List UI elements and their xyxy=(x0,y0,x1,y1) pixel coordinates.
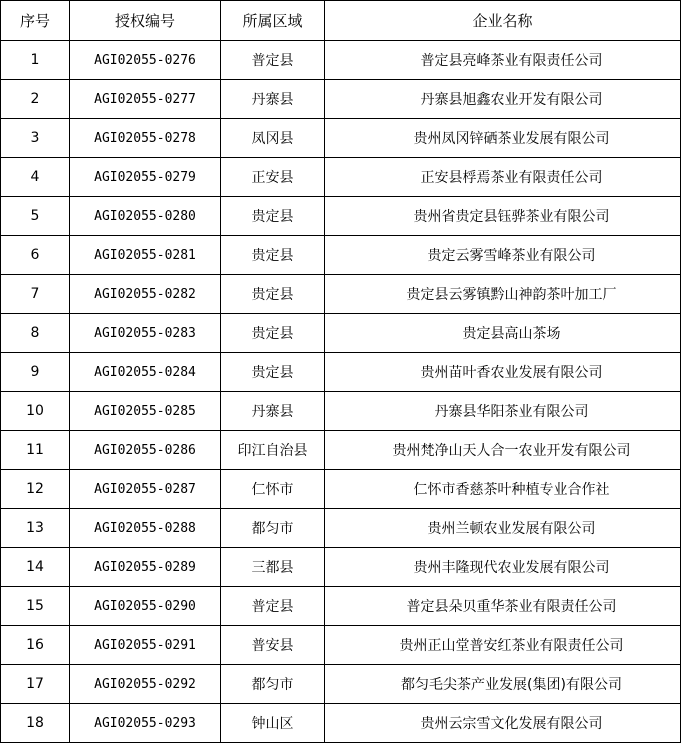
company-name-cell: 正安县桴焉茶业有限责任公司 xyxy=(325,158,681,197)
authorization-code-cell: AGI02055-0279 xyxy=(70,158,221,197)
table-row xyxy=(1,431,681,470)
authorization-code-cell: AGI02055-0293 xyxy=(70,704,221,743)
table-row xyxy=(1,392,681,431)
region-cell: 钟山区 xyxy=(221,704,325,743)
authorization-code-cell: AGI02055-0292 xyxy=(70,665,221,704)
authorization-code-cell: AGI02055-0284 xyxy=(70,353,221,392)
company-name-cell: 贵州丰隆现代农业发展有限公司 xyxy=(325,548,681,587)
region-cell: 普安县 xyxy=(221,626,325,665)
table-row xyxy=(1,314,681,353)
table-row xyxy=(1,41,681,80)
company-name-cell: 贵州梵净山天人合一农业开发有限公司 xyxy=(325,431,681,470)
region-cell: 普定县 xyxy=(221,41,325,80)
serial-number-cell: 16 xyxy=(1,626,70,665)
company-name-cell: 普定县朵贝重华茶业有限责任公司 xyxy=(325,587,681,626)
serial-number-cell: 17 xyxy=(1,665,70,704)
serial-number-cell: 10 xyxy=(1,392,70,431)
company-name-cell: 贵州凤冈锌硒茶业发展有限公司 xyxy=(325,119,681,158)
authorization-code-cell: AGI02055-0277 xyxy=(70,80,221,119)
serial-number-cell: 7 xyxy=(1,275,70,314)
table-row xyxy=(1,548,681,587)
region-cell: 三都县 xyxy=(221,548,325,587)
region-cell: 贵定县 xyxy=(221,197,325,236)
table-row xyxy=(1,353,681,392)
table-body xyxy=(1,41,681,743)
authorization-code-cell: AGI02055-0276 xyxy=(70,41,221,80)
header-region: 所属区域 xyxy=(221,1,325,41)
region-cell: 印江自治县 xyxy=(221,431,325,470)
authorization-code-cell: AGI02055-0291 xyxy=(70,626,221,665)
table-row xyxy=(1,119,681,158)
table-row xyxy=(1,197,681,236)
serial-number-cell: 14 xyxy=(1,548,70,587)
region-cell: 都匀市 xyxy=(221,509,325,548)
table-row xyxy=(1,704,681,743)
authorization-code-cell: AGI02055-0288 xyxy=(70,509,221,548)
serial-number-cell: 2 xyxy=(1,80,70,119)
header-row xyxy=(1,1,681,41)
region-cell: 贵定县 xyxy=(221,236,325,275)
serial-number-cell: 5 xyxy=(1,197,70,236)
region-cell: 正安县 xyxy=(221,158,325,197)
serial-number-cell: 6 xyxy=(1,236,70,275)
company-name-cell: 普定县亮峰茶业有限责任公司 xyxy=(325,41,681,80)
table-row xyxy=(1,158,681,197)
authorization-code-cell: AGI02055-0289 xyxy=(70,548,221,587)
authorization-code-cell: AGI02055-0290 xyxy=(70,587,221,626)
serial-number-cell: 12 xyxy=(1,470,70,509)
company-name-cell: 贵定云雾雪峰茶业有限公司 xyxy=(325,236,681,275)
company-name-cell: 贵定县高山茶场 xyxy=(325,314,681,353)
authorization-code-cell: AGI02055-0285 xyxy=(70,392,221,431)
company-name-cell: 贵州省贵定县钰骅茶业有限公司 xyxy=(325,197,681,236)
serial-number-cell: 9 xyxy=(1,353,70,392)
authorization-code-cell: AGI02055-0287 xyxy=(70,470,221,509)
serial-number-cell: 8 xyxy=(1,314,70,353)
table-row xyxy=(1,509,681,548)
company-name-cell: 丹寨县旭鑫农业开发有限公司 xyxy=(325,80,681,119)
company-name-cell: 仁怀市香慈茶叶种植专业合作社 xyxy=(325,470,681,509)
region-cell: 丹寨县 xyxy=(221,80,325,119)
authorization-code-cell: AGI02055-0282 xyxy=(70,275,221,314)
company-name-cell: 丹寨县华阳茶业有限公司 xyxy=(325,392,681,431)
header-company-name: 企业名称 xyxy=(325,1,681,41)
authorization-code-cell: AGI02055-0286 xyxy=(70,431,221,470)
region-cell: 丹寨县 xyxy=(221,392,325,431)
region-cell: 普定县 xyxy=(221,587,325,626)
table-row xyxy=(1,236,681,275)
serial-number-cell: 15 xyxy=(1,587,70,626)
serial-number-cell: 11 xyxy=(1,431,70,470)
company-name-cell: 贵州苗叶香农业发展有限公司 xyxy=(325,353,681,392)
serial-number-cell: 18 xyxy=(1,704,70,743)
region-cell: 都匀市 xyxy=(221,665,325,704)
authorization-code-cell: AGI02055-0281 xyxy=(70,236,221,275)
company-name-cell: 贵州云宗雪文化发展有限公司 xyxy=(325,704,681,743)
table-row xyxy=(1,275,681,314)
company-name-cell: 贵定县云雾镇黔山神韵茶叶加工厂 xyxy=(325,275,681,314)
company-name-cell: 贵州兰顿农业发展有限公司 xyxy=(325,509,681,548)
table-row xyxy=(1,665,681,704)
header-authorization-code: 授权编号 xyxy=(70,1,221,41)
serial-number-cell: 4 xyxy=(1,158,70,197)
authorization-code-cell: AGI02055-0280 xyxy=(70,197,221,236)
region-cell: 贵定县 xyxy=(221,353,325,392)
region-cell: 仁怀市 xyxy=(221,470,325,509)
serial-number-cell: 13 xyxy=(1,509,70,548)
table-row xyxy=(1,626,681,665)
region-cell: 凤冈县 xyxy=(221,119,325,158)
table-header xyxy=(1,1,681,41)
region-cell: 贵定县 xyxy=(221,314,325,353)
table-row xyxy=(1,470,681,509)
region-cell: 贵定县 xyxy=(221,275,325,314)
company-name-cell: 都匀毛尖茶产业发展(集团)有限公司 xyxy=(325,665,681,704)
table-row xyxy=(1,587,681,626)
serial-number-cell: 3 xyxy=(1,119,70,158)
company-name-cell: 贵州正山堂普安红茶业有限责任公司 xyxy=(325,626,681,665)
table-row xyxy=(1,80,681,119)
header-serial-number: 序号 xyxy=(1,1,70,41)
serial-number-cell: 1 xyxy=(1,41,70,80)
authorization-code-cell: AGI02055-0283 xyxy=(70,314,221,353)
authorization-code-cell: AGI02055-0278 xyxy=(70,119,221,158)
